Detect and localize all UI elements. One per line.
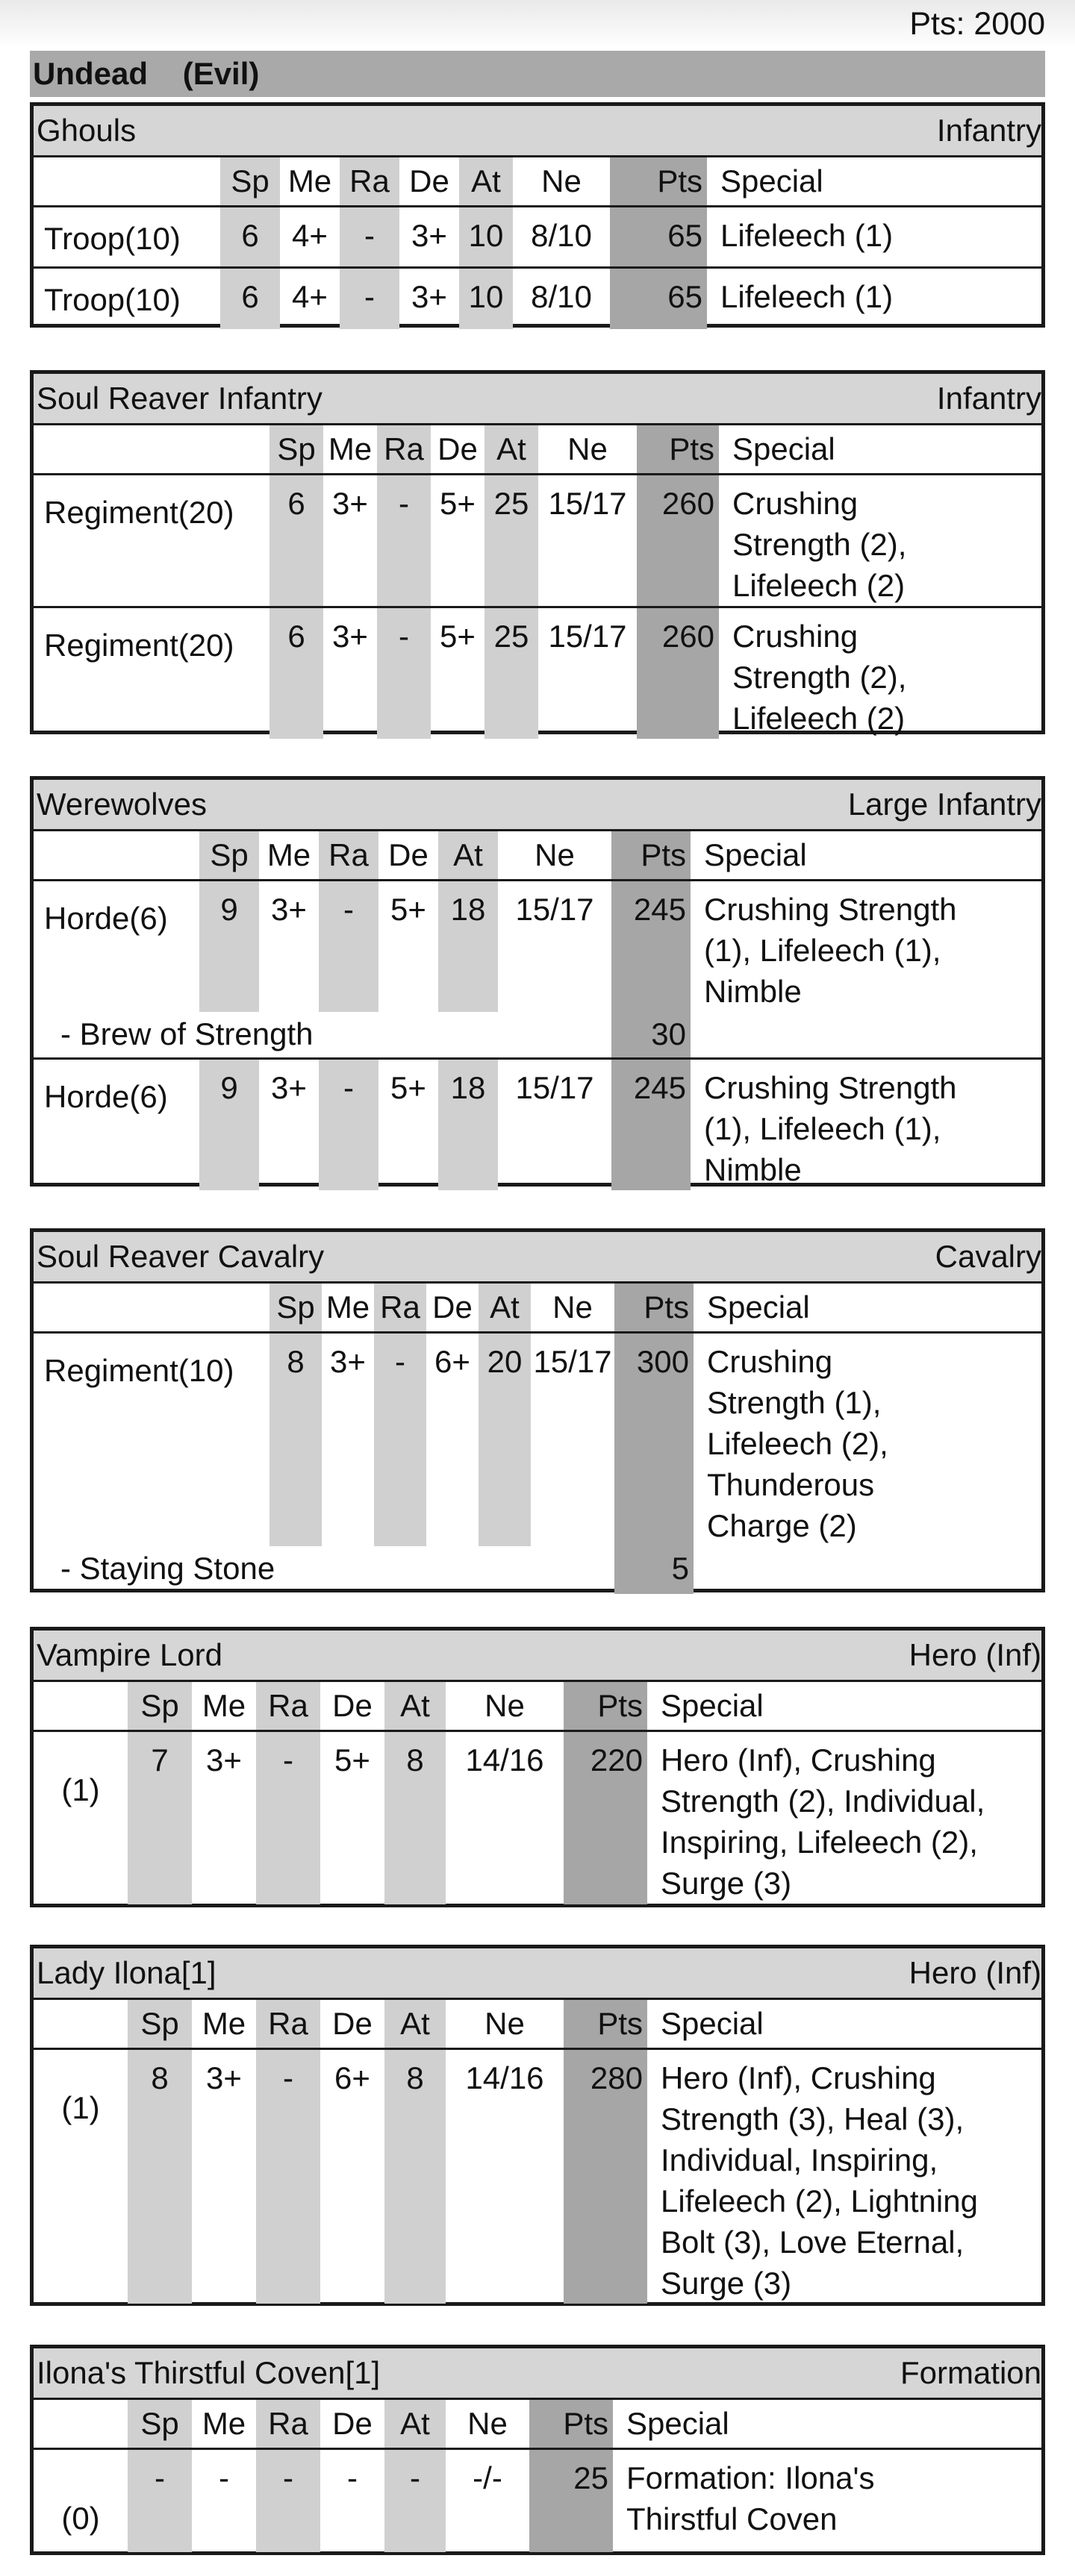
stat-sp: 9 [199, 881, 259, 1013]
stats-header-row [34, 2400, 1041, 2449]
special-line: Strength (3), Heal (3), [661, 2101, 965, 2136]
stat-pts: 245 [611, 881, 691, 1013]
unit-name: Werewolves [37, 787, 207, 822]
stat-pts: 220 [564, 1731, 647, 1904]
army-name: Undead [33, 56, 149, 91]
stats-table [34, 157, 1041, 329]
header-ra: Ra [256, 2400, 320, 2449]
table-row [34, 881, 1041, 1013]
stats-header-row [34, 425, 1041, 475]
header-de: De [388, 837, 429, 872]
stat-at: 8 [384, 2049, 446, 2304]
stat-me: 3+ [323, 607, 377, 740]
header-at: At [384, 2400, 446, 2449]
header-me: Me [328, 431, 373, 466]
upgrade-pts: 30 [611, 1012, 691, 1058]
stat-special: Lifeleech (1) [720, 218, 894, 253]
table-row [34, 2049, 1041, 2304]
upgrade-row [34, 1546, 1041, 1594]
unit-header [34, 1948, 1041, 2000]
stat-special [691, 881, 1041, 1013]
special-line: Thunderous [707, 1467, 875, 1502]
unit-size: Regiment(20) [34, 607, 269, 740]
stat-at: 25 [484, 607, 538, 740]
stat-de: 6+ [434, 1344, 470, 1379]
unit-soul-reaver-infantry [30, 370, 1045, 734]
header-ra: Ra [256, 1682, 320, 1731]
unit-type: Infantry [936, 381, 1041, 416]
unit-header [34, 780, 1041, 831]
unit-header [34, 2348, 1041, 2400]
stat-de: 6+ [334, 2060, 370, 2095]
stat-ne: 8/10 [513, 268, 610, 329]
header-de: De [437, 431, 478, 466]
header-pts: Pts [529, 2400, 613, 2449]
stat-sp: 6 [220, 268, 280, 329]
header-ne: Ne [552, 1289, 593, 1325]
special-line: Hero (Inf), Crushing [661, 2060, 936, 2095]
stats-table [34, 831, 1041, 1190]
stat-ne: 8/10 [531, 218, 592, 253]
stat-ra: - [340, 207, 399, 268]
stat-special [647, 1731, 1041, 1904]
upgrade-pts: 5 [614, 1546, 694, 1594]
stat-pts: 245 [611, 1058, 691, 1190]
header-pts: Pts [610, 157, 707, 207]
special-line: Nimble [704, 974, 802, 1009]
header-ne: Ne [535, 837, 575, 872]
stat-me: 3+ [330, 1344, 366, 1379]
stat-de: 3+ [399, 268, 459, 329]
table-row [34, 1058, 1041, 1190]
stat-me: 4+ [292, 218, 328, 253]
header-ra: Ra [256, 2000, 320, 2049]
special-line: Hero (Inf), Crushing [661, 1742, 936, 1778]
header-at: At [384, 2000, 446, 2049]
total-points: Pts: 2000 [909, 6, 1045, 42]
stat-ne: 15/17 [515, 892, 594, 927]
header-at: At [438, 831, 498, 881]
header-sp: Sp [199, 831, 259, 881]
upgrade-row [34, 1012, 1041, 1058]
stat-me: 3+ [259, 1058, 319, 1190]
special-line: Lifeleech (2), Lightning [661, 2183, 978, 2219]
special-line: Surge (3) [661, 2266, 792, 2301]
stat-de: - [347, 2460, 358, 2495]
stat-at: 20 [479, 1333, 531, 1547]
stats-table [34, 425, 1041, 739]
unit-header [34, 1232, 1041, 1284]
table-row [34, 607, 1041, 740]
header-special: Special [707, 1289, 810, 1325]
header-special: Special [626, 2406, 729, 2441]
stat-at: 10 [459, 268, 513, 329]
stat-ne: 15/17 [498, 1058, 611, 1190]
stat-special [691, 1058, 1041, 1190]
table-row [34, 268, 1041, 329]
stat-ra: - [256, 1731, 320, 1904]
stat-sp: 9 [199, 1058, 259, 1190]
stat-special [647, 2049, 1041, 2304]
stat-special: Lifeleech (1) [707, 268, 1041, 329]
special-line: Crushing [707, 1344, 833, 1379]
header-at: At [479, 1284, 531, 1333]
special-line: Lifeleech (2), [707, 1426, 888, 1461]
stat-ra: - [340, 268, 399, 329]
special-line: (1), Lifeleech (1), [704, 933, 941, 968]
special-line: Charge (2) [707, 1508, 857, 1543]
header-de: De [432, 1289, 473, 1325]
header-ne: Ne [484, 1688, 525, 1723]
header-ra: Ra [340, 157, 399, 207]
header-sp: Sp [128, 2000, 192, 2049]
header-me: Me [202, 2006, 246, 2041]
stat-me: 4+ [280, 268, 340, 329]
header-ne: Ne [484, 2006, 525, 2041]
stat-de: 5+ [390, 892, 426, 927]
unit-size: Regiment(20) [44, 495, 234, 530]
stat-de: 3+ [411, 218, 447, 253]
special-line: Strength (1), [707, 1385, 882, 1420]
stats-header-row [34, 1682, 1041, 1731]
table-row [34, 1731, 1041, 1904]
stat-pts: 25 [529, 2449, 613, 2552]
header-special: Special [661, 1688, 764, 1723]
special-line: Lifeleech (2) [732, 701, 906, 736]
header-ne: Ne [467, 2406, 508, 2441]
stat-pts: 260 [637, 607, 719, 740]
header-pts: Pts [611, 831, 691, 881]
stat-me: - [219, 2460, 229, 2495]
stat-ra: - [319, 1058, 378, 1190]
unit-type: Cavalry [935, 1239, 1041, 1274]
stat-ne: -/- [473, 2460, 502, 2495]
header-de: De [409, 163, 449, 198]
stat-special [694, 1333, 1041, 1547]
special-line: Crushing Strength [704, 892, 957, 927]
stat-special [719, 475, 1041, 607]
stats-table [34, 1284, 1041, 1594]
stat-sp: - [128, 2449, 192, 2552]
header-at: At [384, 1682, 446, 1731]
header-sp: Sp [128, 1682, 192, 1731]
unit-size: (1) [61, 2090, 100, 2125]
special-line: Strength (2), Individual, [661, 1783, 985, 1819]
header-ne: Ne [567, 431, 608, 466]
stat-me: 3+ [271, 892, 307, 927]
header-at: At [459, 157, 513, 207]
stats-header-row [34, 1284, 1041, 1333]
special-line: Strength (2), [732, 527, 907, 562]
stat-at: 8 [384, 1731, 446, 1904]
stat-ra: - [377, 475, 431, 607]
stats-table [34, 2000, 1041, 2304]
stat-de: 5+ [440, 486, 476, 521]
stat-sp: 6 [220, 207, 280, 268]
unit-size: (1) [61, 1772, 100, 1807]
unit-header [34, 106, 1041, 157]
upgrade-name: - Staying Stone [60, 1551, 275, 1586]
unit-ilonas-thirstful-coven [30, 2345, 1045, 2555]
stat-ra: - [256, 2049, 320, 2304]
unit-header [34, 374, 1041, 425]
special-line: Lifeleech (2) [732, 568, 906, 603]
unit-size: Troop(10) [34, 268, 220, 329]
unit-name: Vampire Lord [37, 1637, 223, 1672]
special-line: Crushing Strength [704, 1069, 957, 1105]
header-special: Special [704, 837, 807, 872]
stat-pts: 65 [610, 207, 707, 268]
header-me: Me [202, 1688, 246, 1723]
header-ra: Ra [374, 1284, 426, 1333]
army-header [30, 51, 1045, 97]
stat-at: 10 [459, 207, 513, 268]
stat-de: 5+ [431, 607, 484, 740]
stat-pts: 260 [637, 475, 719, 607]
unit-type: Hero (Inf) [909, 1955, 1041, 1990]
stat-de: 5+ [334, 1742, 370, 1778]
upgrade-name: - Brew of Strength [60, 1016, 314, 1051]
stat-at: - [384, 2449, 446, 2552]
header-de: De [332, 2006, 373, 2041]
stat-me: 3+ [332, 486, 368, 521]
header-ra: Ra [377, 425, 431, 475]
header-me: Me [202, 2406, 246, 2441]
stat-sp: 6 [269, 607, 323, 740]
unit-type: Large Infantry [847, 787, 1041, 822]
header-ra: Ra [319, 831, 378, 881]
stat-pts: 300 [614, 1333, 694, 1547]
stat-me: 3+ [206, 2060, 242, 2095]
special-line: Strength (2), [732, 660, 907, 695]
header-de: De [332, 2406, 373, 2441]
stat-at: 18 [438, 1058, 498, 1190]
stat-me: 3+ [206, 1742, 242, 1778]
unit-vampire-lord [30, 1627, 1045, 1907]
stats-table [34, 2400, 1041, 2552]
unit-soul-reaver-cavalry [30, 1228, 1045, 1592]
unit-werewolves [30, 776, 1045, 1187]
special-line: Crushing [732, 619, 859, 654]
stat-ne: 14/16 [465, 2060, 544, 2095]
stat-at: 18 [438, 881, 498, 1013]
header-me: Me [287, 163, 332, 198]
header-special: Special [732, 431, 835, 466]
header-sp: Sp [269, 1284, 322, 1333]
table-row [34, 207, 1041, 268]
unit-name: Soul Reaver Cavalry [37, 1239, 325, 1274]
header-at: At [484, 425, 538, 475]
stat-special [719, 607, 1041, 740]
stat-ra: - [256, 2449, 320, 2552]
header-ne: Ne [541, 163, 582, 198]
stat-ne: 14/16 [465, 1742, 544, 1778]
stat-ra: - [374, 1333, 426, 1547]
header-me: Me [325, 1289, 370, 1325]
table-row [34, 1333, 1041, 1547]
unit-name: Ghouls [37, 113, 137, 148]
stat-ne: 15/17 [538, 607, 637, 740]
unit-size: Regiment(10) [44, 1353, 234, 1388]
stat-pts: 280 [564, 2049, 647, 2304]
special-line: Crushing [732, 486, 859, 521]
stat-sp: 6 [269, 475, 323, 607]
unit-type: Infantry [936, 113, 1041, 148]
unit-name: Lady Ilona[1] [37, 1955, 216, 1990]
unit-size: Horde(6) [34, 1058, 199, 1190]
unit-ghouls [30, 102, 1045, 328]
unit-size: Troop(10) [44, 221, 181, 256]
stat-special [613, 2449, 1041, 2552]
table-row [34, 475, 1041, 607]
special-line: Bolt (3), Love Eternal, [661, 2225, 965, 2260]
special-line: Thirstful Coven [626, 2501, 838, 2536]
special-line: (1), Lifeleech (1), [704, 1110, 941, 1146]
stat-at: 25 [484, 475, 538, 607]
header-de: De [332, 1688, 373, 1723]
stat-sp: 8 [269, 1333, 322, 1547]
stats-header-row [34, 157, 1041, 207]
unit-type: Hero (Inf) [909, 1637, 1041, 1672]
unit-lady-ilona [30, 1945, 1045, 2306]
stat-sp: 8 [128, 2049, 192, 2304]
stat-ra: - [319, 881, 378, 1013]
unit-header [34, 1631, 1041, 1682]
special-line: Formation: Ilona's [626, 2460, 875, 2495]
header-special: Special [661, 2006, 764, 2041]
header-sp: Sp [220, 157, 280, 207]
stat-ne: 15/17 [533, 1344, 612, 1379]
header-sp: Sp [128, 2400, 192, 2449]
header-pts: Pts [614, 1284, 694, 1333]
header-sp: Sp [269, 425, 323, 475]
special-line: Nimble [704, 1151, 802, 1187]
header-me: Me [267, 837, 311, 872]
unit-name: Ilona's Thirstful Coven[1] [37, 2355, 381, 2390]
special-line: Inspiring, Lifeleech (2), [661, 1825, 978, 1860]
unit-type: Formation [900, 2355, 1041, 2390]
header-pts: Pts [564, 2000, 647, 2049]
stat-ne: 15/17 [548, 486, 627, 521]
army-alignment: (Evil) [182, 56, 260, 91]
stats-table [34, 1682, 1041, 1904]
header-pts: Pts [637, 425, 719, 475]
stat-pts: 65 [610, 268, 707, 329]
stats-header-row [34, 2000, 1041, 2049]
unit-name: Soul Reaver Infantry [37, 381, 322, 416]
special-line: Surge (3) [661, 1866, 792, 1901]
stat-sp: 7 [128, 1731, 192, 1904]
stat-de: 5+ [378, 1058, 438, 1190]
header-pts: Pts [564, 1682, 647, 1731]
header-special: Special [720, 163, 823, 198]
unit-size: (0) [61, 2501, 100, 2536]
special-line: Individual, Inspiring, [661, 2142, 938, 2178]
table-row [34, 2449, 1041, 2552]
stat-ra: - [377, 607, 431, 740]
unit-size: Horde(6) [44, 901, 168, 936]
stats-header-row [34, 831, 1041, 881]
